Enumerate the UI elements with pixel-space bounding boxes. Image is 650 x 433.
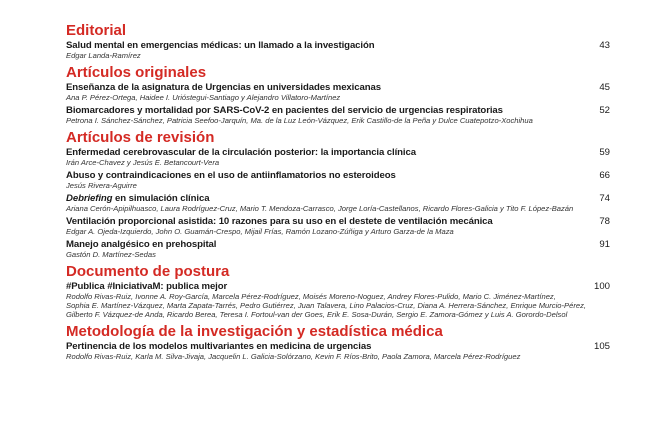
entry-authors: Edgar Landa-Ramírez xyxy=(66,51,141,60)
table-of-contents xyxy=(66,18,610,364)
section-title: Metodología de la investigación y estadística médica xyxy=(66,323,443,340)
entry-authors: Edgar A. Ojeda-Izquierdo, John O. Guamán-Crespo, Mijail Frías, Ramón Lozano-Zúñiga y Arturo Garza-de la Maza xyxy=(66,227,454,236)
entry-page-number: 45 xyxy=(599,82,610,93)
entry-title-text: #Publica #IniciativaM: publica mejor xyxy=(66,281,228,292)
entry-title[interactable] xyxy=(66,216,576,227)
section-title: Editorial xyxy=(66,22,127,39)
entry-title-text: Enseñanza de la asignatura de Urgencias en universidades mexicanas xyxy=(66,82,381,93)
toc-entry[interactable] xyxy=(66,82,610,102)
toc-entry[interactable] xyxy=(66,341,610,361)
entry-authors: Rodolfo Rivas-Ruiz, Ivonne A. Roy-García, Marcela Pérez-Rodríguez, Moisés Moreno-Noguez, Andrey Flores-Pulido, Mario C. Jiménez-Martínez, xyxy=(66,292,556,301)
entry-title-text: Enfermedad cerebrovascular de la circulación posterior: la importancia clínica xyxy=(66,147,416,158)
entry-page-number: 78 xyxy=(599,216,610,227)
entry-title[interactable] xyxy=(66,82,576,93)
entry-page-number: 74 xyxy=(599,193,610,204)
entry-title[interactable] xyxy=(66,147,576,158)
entry-title-text: Abuso y contraindicaciones en el uso de antiinflamatorios no esteroideos xyxy=(66,170,396,181)
entry-title-text: en simulación clínica xyxy=(112,193,210,204)
entry-page-number: 91 xyxy=(599,239,610,250)
section-title: Artículos originales xyxy=(66,64,207,81)
toc-entry[interactable] xyxy=(66,40,610,60)
entry-title[interactable] xyxy=(66,40,576,51)
entry-page-number: 43 xyxy=(599,40,610,51)
entry-authors: Irán Arce-Chavez y Jesús E. Betancourt-Vera xyxy=(66,158,220,167)
entry-authors: Ariana Cerón-Apipilhuasco, Laura Rodríguez-Cruz, Mario T. Mendoza-Carrasco, Jorge Loría-Castellanos, Ricardo Flores-Galicia y Tito F. López-Bazán xyxy=(66,204,574,213)
entry-title-text: Salud mental en emergencias médicas: un llamado a la investigación xyxy=(66,40,375,51)
entry-title-text: Biomarcadores y mortalidad por SARS-CoV-2 en pacientes del servicio de urgencias respiratorias xyxy=(66,105,503,116)
entry-title-text: Ventilación proporcional asistida: 10 razones para su uso en el destete de ventilación mecánica xyxy=(66,216,493,227)
toc-entry[interactable] xyxy=(66,281,610,319)
entry-title[interactable] xyxy=(66,170,576,181)
section-title: Artículos de revisión xyxy=(66,129,215,146)
entry-authors: Gastón D. Martínez-Sedas xyxy=(66,250,156,259)
entry-title-text: Manejo analgésico en prehospital xyxy=(66,239,217,250)
entry-authors: Jesús Rivera-Aguirre xyxy=(66,181,137,190)
entry-page-number: 52 xyxy=(599,105,610,116)
entry-page-number: 100 xyxy=(593,281,610,292)
entry-title[interactable] xyxy=(66,105,576,116)
entry-authors: Ana P. Pérez-Ortega, Haidee I. Urióstegui-Santiago y Alejandro Villatoro-Martínez xyxy=(66,93,341,102)
entry-title[interactable] xyxy=(66,281,576,292)
toc-entry[interactable] xyxy=(66,216,610,236)
entry-page-number: 59 xyxy=(599,147,610,158)
entry-authors: Rodolfo Rivas-Ruiz, Karla M. Silva-Jivaja, Jacquelin L. Galicia-Solórzano, Kevin F. Ríos-Brito, Paola Zamora, Marcela Pérez-Rodríguez xyxy=(66,352,521,361)
toc-entry[interactable] xyxy=(66,105,610,125)
entry-title[interactable] xyxy=(66,341,576,352)
entry-title[interactable] xyxy=(66,193,576,204)
section-title: Documento de postura xyxy=(66,263,230,280)
toc-entry[interactable] xyxy=(66,147,610,167)
toc-entry[interactable] xyxy=(66,239,610,259)
entry-title[interactable] xyxy=(66,239,576,250)
entry-authors: Gilberto F. Vázquez-de Anda, Ricardo Berea, Teresa I. Fortoul-van der Goes, Erik E. Sosa-Durán, Sergio E. Zamora-Gómez y Luis A. Gorordo-Delsol xyxy=(66,310,568,319)
toc-entry[interactable] xyxy=(66,170,610,190)
entry-authors: Sophia E. Martínez-Vázquez, Marta Zapata-Tarrés, Pedro Gutiérrez, Juan Talavera, Lino Palacios-Cruz, Diana A. Herrera-Sánchez, Enrique Murcio-Pérez, xyxy=(66,301,586,310)
entry-title-text: Pertinencia de los modelos multivariantes en medicina de urgencias xyxy=(66,341,372,352)
entry-page-number: 66 xyxy=(599,170,610,181)
entry-authors: Petrona I. Sánchez-Sánchez, Patricia Seefoo-Jarquín, Ma. de la Luz León-Vázquez, Erik Castillo-de la Peña y Dulce Cuatepotzo-Xochihua xyxy=(66,116,533,125)
toc-entry[interactable] xyxy=(66,193,610,213)
entry-page-number: 105 xyxy=(593,341,610,352)
entry-title-emphasis: Debriefing xyxy=(66,193,113,204)
